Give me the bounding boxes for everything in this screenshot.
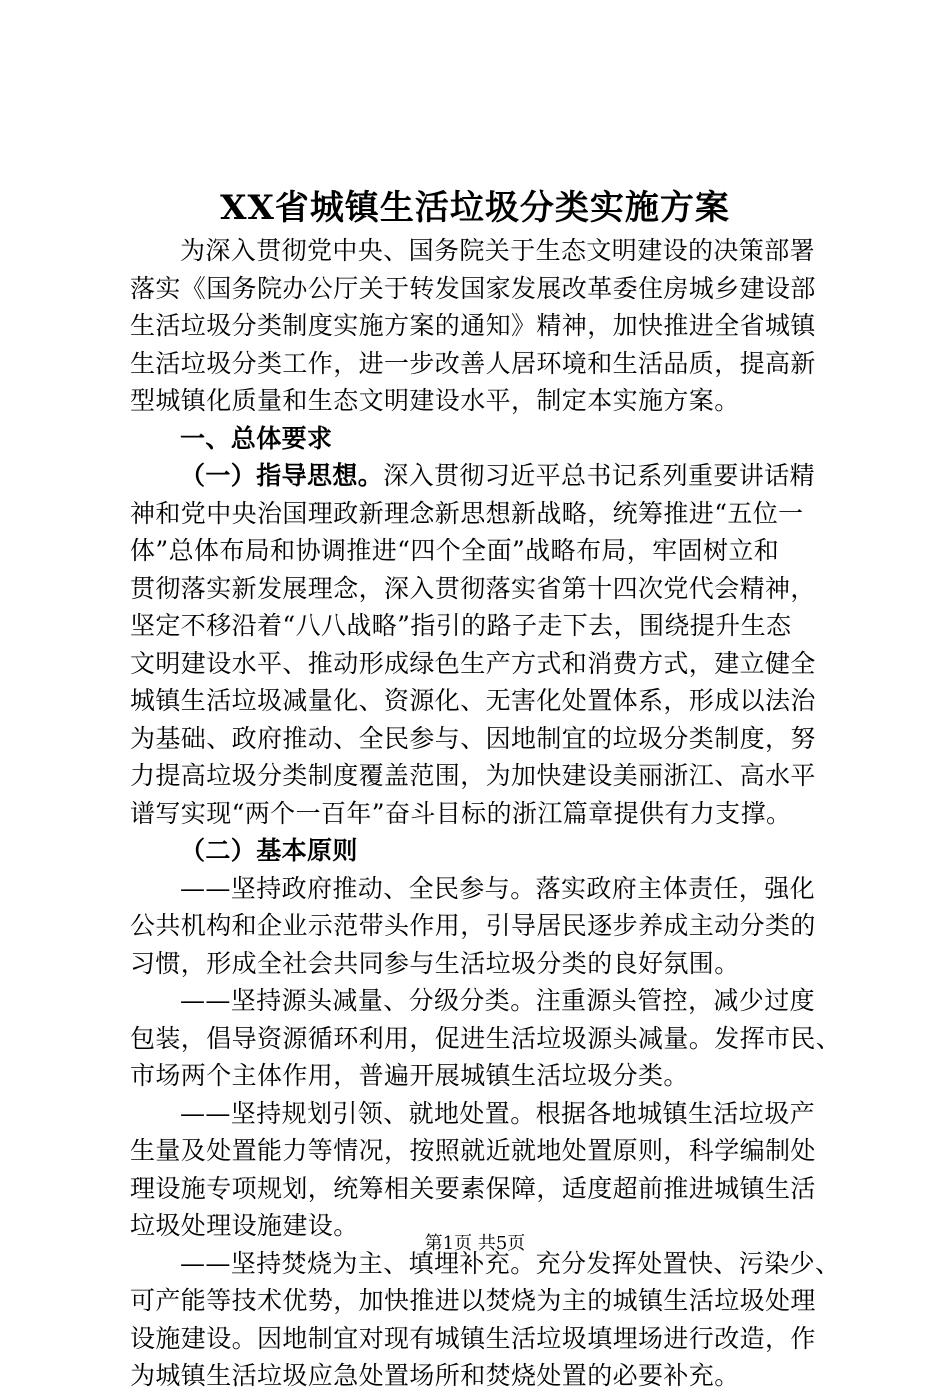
paragraph-line: 型城镇化质量和生态文明建设水平，制定本实施方案。 [130, 386, 740, 415]
paragraph-line: ——坚持规划引领、就地处置。根据各地城镇生活垃圾产 [180, 1098, 816, 1128]
paragraph-line: 习惯，形成全社会共同参与生活垃圾分类的良好氛围。 [130, 948, 740, 978]
paragraph-line: 神和党中央治国理政新理念新思想新战略，统筹推进“五位一 [130, 498, 804, 528]
paragraph-line: 包装，倡导资源循环利用，促进生活垃圾源头减量。发挥市民、 [130, 1023, 842, 1053]
paragraph-line: 生活垃圾分类制度实施方案的通知》精神，加快推进全省城镇 [130, 311, 816, 340]
paragraph-line: 文明建设水平、推动形成绿色生产方式和消费方式，建立健全 [130, 648, 816, 678]
paragraph-line: 为深入贯彻党中央、国务院关于生态文明建设的决策部署 [180, 236, 816, 265]
subsection-heading: （二）基本原则 [180, 836, 358, 865]
paragraph-line: 坚定不移沿着“八八战略”指引的路子走下去，围绕提升生态 [130, 611, 792, 640]
paragraph-line: 落实《国务院办公厅关于转发国家发展改革委住房城乡建设部 [130, 273, 816, 303]
paragraph-line: 生量及处置能力等情况，按照就近就地处置原则，科学编制处 [130, 1136, 816, 1165]
paragraph-line: 谱写实现“两个一百年”奋斗目标的浙江篇章提供有力支撑。 [130, 798, 792, 828]
paragraph-line: 城镇生活垃圾减量化、资源化、无害化处置体系，形成以法治 [130, 686, 816, 715]
document-body [130, 232, 842, 1395]
document-title: XX省城镇生活垃圾分类实施方案 [220, 188, 730, 228]
paragraph-line: 公共机构和企业示范带头作用，引导居民逐步养成主动分类的 [130, 911, 816, 940]
paragraph-line: 生活垃圾分类工作，进一步改善人居环境和生活品质，提高新 [130, 348, 816, 378]
paragraph-line: 可产能等技术优势，加快推进以焚烧为主的城镇生活垃圾处理 [130, 1286, 816, 1315]
paragraph-line: 贯彻落实新发展理念，深入贯彻落实省第十四次党代会精神， [130, 573, 816, 603]
paragraph-line: 为城镇生活垃圾应急处置场所和焚烧处置的必要补充。 [130, 1361, 740, 1390]
paragraph-line: ——坚持焚烧为主、填埋补充。充分发挥处置快、污染少、 [180, 1248, 841, 1278]
paragraph-line: 垃圾处理设施建设。 [130, 1211, 359, 1240]
subsection-heading: （一）指导思想。 [180, 461, 384, 490]
paragraph-line: 力提高垃圾分类制度覆盖范围，为加快建设美丽浙江、高水平 [130, 761, 816, 790]
paragraph-line: 理设施专项规划，统筹相关要素保障，适度超前推进城镇生活 [130, 1173, 816, 1203]
paragraph-line: 体”总体布局和协调推进“四个全面”战略布局，牢固树立和 [130, 536, 780, 565]
paragraph-line: 市场两个主体作用，普遍开展城镇生活垃圾分类。 [130, 1061, 689, 1090]
page-footer: 第1页 共5页 [424, 1233, 526, 1254]
paragraph-line: 设施建设。因地制宜对现有城镇生活垃圾填埋场进行改造，作 [130, 1323, 816, 1353]
subsection-line [130, 457, 830, 495]
paragraph-text: 深入贯彻习近平总书记系列重要讲话精 [383, 461, 816, 490]
paragraph-line: ——坚持政府推动、全民参与。落实政府主体责任，强化 [180, 873, 816, 903]
section-heading: 一、总体要求 [180, 423, 333, 453]
paragraph-line: 为基础、政府推动、全民参与、因地制宜的垃圾分类制度，努 [130, 723, 816, 753]
paragraph-line: ——坚持源头减量、分级分类。注重源头管控，减少过度 [180, 986, 816, 1015]
